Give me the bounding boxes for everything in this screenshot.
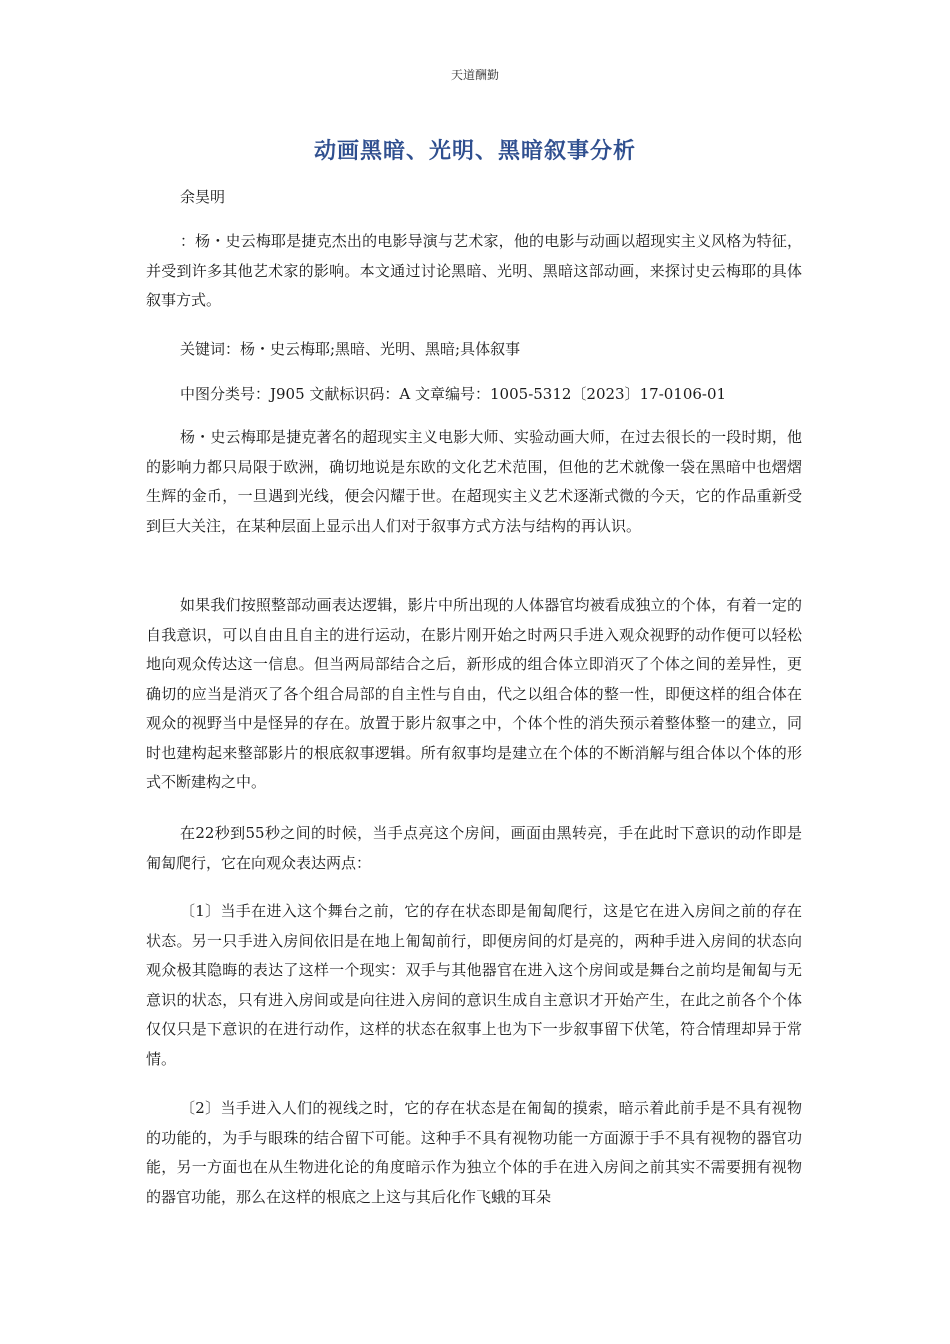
- body-paragraph-5: 〔2〕当手进入人们的视线之时，它的存在状态是在匍匐的摸索，暗示着此前手是不具有视物的功能的，为手与眼珠的结合留下可能。这种手不具有视物功能一方面源于手不具有视物的器官功能，另一方面也在从生物进化论的角度暗示作为独立个体的手在进入房间之前其实不需要拥有视物的器官功能，那么在这样的根底之上这与其后化作飞蛾的耳朵: [146, 1099, 802, 1206]
- keywords-line: 关键词：杨・史云梅耶;黑暗、光明、黑暗;具体叙事: [180, 340, 521, 358]
- abstract-paragraph: ：杨・史云梅耶是捷克杰出的电影导演与艺术家，他的电影与动画以超现实主义风格为特征，并受到许多其他艺术家的影响。本文通过讨论黑暗、光明、黑暗这部动画，来探讨史云梅耶的具体叙事方式。: [146, 232, 802, 309]
- article-title: 动画黑暗、光明、黑暗叙事分析: [313, 139, 636, 164]
- classification-line: 中图分类号：J905 文献标识码：A 文章编号：1005-5312〔2023〕17-0106-01: [180, 385, 727, 403]
- body-paragraph-4: 〔1〕当手在进入这个舞台之前，它的存在状态即是匍匐爬行，这是它在进入房间之前的存在状态。另一只手进入房间依旧是在地上匍匐前行，即便房间的灯是亮的，两种手进入房间的状态向观众极其隐晦的表达了这样一个现实：双手与其他器官在进入这个房间或是舞台之前均是匍匐与无意识的状态，只有进入房间或是向往进入房间的意识生成自主意识才开始产生，在此之前各个个体仅仅只是下意识的在进行动作，这样的状态在叙事上也为下一步叙事留下伏笔，符合情理却异于常情。: [146, 902, 802, 1068]
- running-header: 天道酬勤: [450, 68, 499, 82]
- body-paragraph-2: 如果我们按照整部动画表达逻辑，影片中所出现的人体器官均被看成独立的个体，有着一定的自我意识，可以自由且自主的进行运动，在影片刚开始之时两只手进入观众视野的动作便可以轻松地向观众传达这一信息。但当两局部结合之后，新形成的组合体立即消灭了个体之间的差异性，更确切的应当是消灭了各个组合局部的自主性与自由，代之以组合体的整一性，即便这样的组合体在观众的视野当中是怪异的存在。放置于影片叙事之中，个体个性的消失预示着整体整一的建立，同时也建构起来整部影片的根底叙事逻辑。所有叙事均是建立在个体的不断消解与组合体以个体的形式不断建构之中。: [146, 596, 802, 791]
- author-name: 余昊明: [180, 188, 226, 206]
- body-paragraph-3: 在22秒到55秒之间的时候，当手点亮这个房间，画面由黑转亮，手在此时下意识的动作即是匍匐爬行，它在向观众表达两点：: [146, 824, 802, 872]
- body-paragraph-1: 杨・史云梅耶是捷克著名的超现实主义电影大师、实验动画大师，在过去很长的一段时期，他的影响力都只局限于欧洲，确切地说是东欧的文化艺术范围，但他的艺术就像一袋在黑暗中也熠熠生辉的金币，一旦遇到光线，便会闪耀于世。在超现实主义艺术逐渐式微的今天，它的作品重新受到巨大关注，在某种层面上显示出人们对于叙事方式方法与结构的再认识。: [146, 428, 802, 535]
